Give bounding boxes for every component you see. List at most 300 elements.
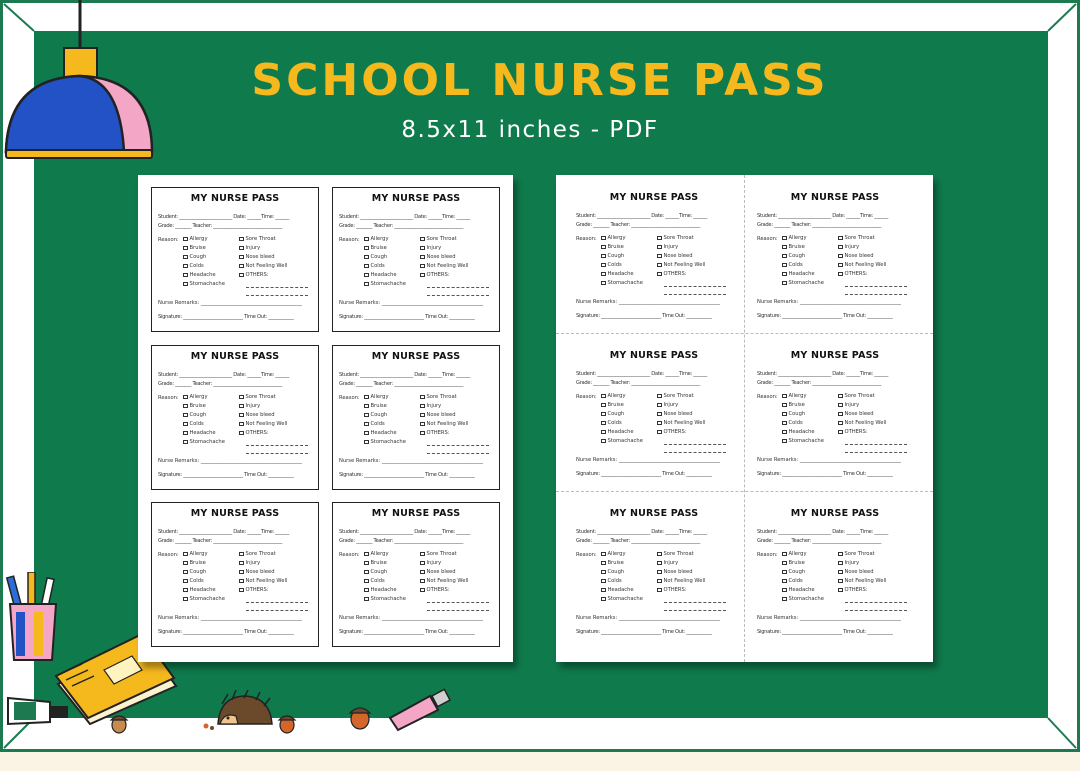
others-line-2 xyxy=(246,610,308,611)
checkbox-icon xyxy=(657,570,662,575)
student-row: Student: _______________________ Date: ______Time: ______ xyxy=(339,529,471,535)
checkbox-stomachache: Stomachache xyxy=(601,280,643,286)
checkbox-icon xyxy=(364,422,369,427)
others-line xyxy=(427,602,489,603)
checkbox-bruise: Bruise xyxy=(782,560,805,566)
nurse-remarks-row: Nurse Remarks: _______________________________________ xyxy=(757,299,902,305)
pass-heading: MY NURSE PASS xyxy=(790,192,880,203)
checkbox-icon xyxy=(657,236,662,241)
checkbox-icon xyxy=(183,579,188,584)
checkbox-colds: Colds xyxy=(601,262,622,268)
checkbox-others: OTHERS: xyxy=(657,271,687,277)
signature-row: Signature: __________________________ Time Out: ___________ xyxy=(158,472,294,478)
checkbox-allergy: Allergy xyxy=(782,551,807,557)
checkbox-icon xyxy=(239,255,244,260)
checkbox-icon xyxy=(601,245,606,250)
paint-tube-icon xyxy=(6,692,76,728)
checkbox-icon xyxy=(364,264,369,269)
signature-row: Signature: __________________________ Time Out: ___________ xyxy=(158,629,294,635)
checkbox-headache: Headache xyxy=(364,430,397,436)
checkbox-icon xyxy=(420,273,425,278)
checkbox-others: OTHERS: xyxy=(657,429,687,435)
checkbox-icon xyxy=(239,395,244,400)
signature-row: Signature: __________________________ Time Out: ___________ xyxy=(757,629,893,635)
checkbox-icon xyxy=(239,404,244,409)
pass-heading: MY NURSE PASS xyxy=(190,508,280,519)
pass-heading: MY NURSE PASS xyxy=(609,350,699,361)
checkbox-icon xyxy=(420,552,425,557)
checkbox-bruise: Bruise xyxy=(601,244,624,250)
grade-row: Grade: _______ Teacher: ______________________________ xyxy=(576,538,701,544)
pass-heading: MY NURSE PASS xyxy=(371,193,461,204)
checkbox-icon xyxy=(601,421,606,426)
checkbox-icon xyxy=(782,254,787,259)
checkbox-others: OTHERS: xyxy=(239,587,269,593)
acorn-icon-2 xyxy=(276,710,298,734)
checkbox-injury: Injury xyxy=(239,560,260,566)
pass-heading: MY NURSE PASS xyxy=(790,508,880,519)
checkbox-icon xyxy=(420,422,425,427)
checkbox-nose-bleed: Nose bleed xyxy=(420,412,456,418)
checkbox-stomachache: Stomachache xyxy=(601,438,643,444)
reason-label: Reason: xyxy=(757,552,778,558)
nurse-remarks-row: Nurse Remarks: _______________________________________ xyxy=(757,457,902,463)
reason-label: Reason: xyxy=(576,236,597,242)
checkbox-sore-throat: Sore Throat xyxy=(239,394,276,400)
checkbox-icon xyxy=(601,552,606,557)
student-row: Student: _______________________ Date: ______Time: ______ xyxy=(576,371,708,377)
checkbox-cough: Cough xyxy=(364,254,387,260)
checkbox-icon xyxy=(838,430,843,435)
checkbox-icon xyxy=(601,439,606,444)
checkbox-colds: Colds xyxy=(782,420,803,426)
checkbox-sore-throat: Sore Throat xyxy=(239,236,276,242)
others-line xyxy=(845,444,907,445)
checkbox-icon xyxy=(657,588,662,593)
checkbox-sore-throat: Sore Throat xyxy=(657,393,694,399)
checkbox-icon xyxy=(782,263,787,268)
others-line xyxy=(246,445,308,446)
checkbox-cough: Cough xyxy=(782,253,805,259)
checkbox-icon xyxy=(420,570,425,575)
acorn-icon-3 xyxy=(346,700,374,730)
checkbox-stomachache: Stomachache xyxy=(601,596,643,602)
checkbox-icon xyxy=(420,561,425,566)
grade-row: Grade: _______ Teacher: ______________________________ xyxy=(757,538,882,544)
others-line xyxy=(664,444,726,445)
checkbox-icon xyxy=(183,282,188,287)
checkbox-icon xyxy=(364,552,369,557)
nurse-remarks-row: Nurse Remarks: _______________________________________ xyxy=(576,457,721,463)
hedgehog-icon xyxy=(198,690,278,732)
checkbox-sore-throat: Sore Throat xyxy=(838,235,875,241)
checkbox-nose-bleed: Nose bleed xyxy=(657,253,693,259)
checkbox-icon xyxy=(782,597,787,602)
others-line-2 xyxy=(427,453,489,454)
checkbox-icon xyxy=(239,579,244,584)
checkbox-not-feeling-well: Not Feeling Well xyxy=(657,420,705,426)
checkbox-icon xyxy=(838,412,843,417)
checkbox-icon xyxy=(239,561,244,566)
checkbox-nose-bleed: Nose bleed xyxy=(657,569,693,575)
student-row: Student: _______________________ Date: ______Time: ______ xyxy=(339,214,471,220)
checkbox-others: OTHERS: xyxy=(838,429,868,435)
checkbox-bruise: Bruise xyxy=(601,402,624,408)
checkbox-bruise: Bruise xyxy=(183,560,206,566)
checkbox-icon xyxy=(183,395,188,400)
checkbox-allergy: Allergy xyxy=(782,235,807,241)
checkbox-cough: Cough xyxy=(601,411,624,417)
checkbox-icon xyxy=(782,570,787,575)
checkbox-icon xyxy=(364,440,369,445)
checkbox-allergy: Allergy xyxy=(183,551,208,557)
checkbox-icon xyxy=(657,430,662,435)
checkbox-allergy: Allergy xyxy=(601,551,626,557)
checkbox-icon xyxy=(601,281,606,286)
checkbox-headache: Headache xyxy=(601,271,634,277)
checkbox-colds: Colds xyxy=(601,420,622,426)
checkbox-allergy: Allergy xyxy=(601,235,626,241)
student-row: Student: _______________________ Date: ______Time: ______ xyxy=(158,529,290,535)
sheet-cutlines xyxy=(556,175,933,662)
checkbox-icon xyxy=(364,588,369,593)
checkbox-stomachache: Stomachache xyxy=(364,281,406,287)
checkbox-stomachache: Stomachache xyxy=(364,596,406,602)
checkbox-icon xyxy=(364,255,369,260)
checkbox-icon xyxy=(364,570,369,575)
checkbox-icon xyxy=(183,404,188,409)
checkbox-icon xyxy=(183,431,188,436)
others-line xyxy=(664,602,726,603)
checkbox-icon xyxy=(183,588,188,593)
checkbox-icon xyxy=(657,552,662,557)
checkbox-nose-bleed: Nose bleed xyxy=(239,254,275,260)
checkbox-injury: Injury xyxy=(420,245,441,251)
checkbox-icon xyxy=(183,570,188,575)
checkbox-icon xyxy=(239,246,244,251)
reason-label: Reason: xyxy=(339,552,360,558)
grade-row: Grade: _______ Teacher: ______________________________ xyxy=(158,538,283,544)
checkbox-icon xyxy=(838,403,843,408)
checkbox-icon xyxy=(601,430,606,435)
checkbox-injury: Injury xyxy=(657,402,678,408)
checkbox-cough: Cough xyxy=(364,569,387,575)
checkbox-colds: Colds xyxy=(364,578,385,584)
checkbox-icon xyxy=(782,421,787,426)
checkbox-others: OTHERS: xyxy=(420,430,450,436)
checkbox-icon xyxy=(183,273,188,278)
checkbox-sore-throat: Sore Throat xyxy=(657,235,694,241)
checkbox-icon xyxy=(601,254,606,259)
checkbox-nose-bleed: Nose bleed xyxy=(420,569,456,575)
checkbox-icon xyxy=(183,440,188,445)
checkbox-bruise: Bruise xyxy=(782,402,805,408)
reason-label: Reason: xyxy=(158,552,179,558)
checkbox-icon xyxy=(838,263,843,268)
student-row: Student: _______________________ Date: ______Time: ______ xyxy=(757,529,889,535)
reason-label: Reason: xyxy=(158,395,179,401)
checkbox-cough: Cough xyxy=(364,412,387,418)
checkbox-others: OTHERS: xyxy=(239,272,269,278)
others-line-2 xyxy=(845,294,907,295)
checkbox-icon xyxy=(239,237,244,242)
nurse-remarks-row: Nurse Remarks: _______________________________________ xyxy=(757,615,902,621)
checkbox-colds: Colds xyxy=(183,578,204,584)
others-line xyxy=(427,445,489,446)
checkbox-injury: Injury xyxy=(420,560,441,566)
student-row: Student: _______________________ Date: ______Time: ______ xyxy=(576,213,708,219)
checkbox-icon xyxy=(420,579,425,584)
checkbox-cough: Cough xyxy=(601,253,624,259)
checkbox-bruise: Bruise xyxy=(782,244,805,250)
nurse-remarks-row: Nurse Remarks: _______________________________________ xyxy=(339,615,484,621)
checkbox-icon xyxy=(183,422,188,427)
checkbox-injury: Injury xyxy=(838,244,859,250)
checkbox-icon xyxy=(364,561,369,566)
grade-row: Grade: _______ Teacher: ______________________________ xyxy=(576,380,701,386)
nurse-remarks-row: Nurse Remarks: _______________________________________ xyxy=(158,300,303,306)
checkbox-sore-throat: Sore Throat xyxy=(239,551,276,557)
checkbox-icon xyxy=(782,588,787,593)
checkbox-icon xyxy=(420,395,425,400)
grade-row: Grade: _______ Teacher: ______________________________ xyxy=(339,381,464,387)
checkbox-icon xyxy=(782,412,787,417)
checkbox-allergy: Allergy xyxy=(601,393,626,399)
checkbox-icon xyxy=(657,403,662,408)
checkbox-icon xyxy=(657,263,662,268)
grade-row: Grade: _______ Teacher: ______________________________ xyxy=(339,223,464,229)
others-line xyxy=(246,287,308,288)
checkbox-icon xyxy=(239,431,244,436)
checkbox-others: OTHERS: xyxy=(239,430,269,436)
checkbox-others: OTHERS: xyxy=(657,587,687,593)
checkbox-colds: Colds xyxy=(364,263,385,269)
others-line-2 xyxy=(427,610,489,611)
checkbox-others: OTHERS: xyxy=(838,271,868,277)
others-line-2 xyxy=(246,295,308,296)
pass-heading: MY NURSE PASS xyxy=(609,192,699,203)
checkbox-icon xyxy=(364,579,369,584)
checkbox-icon xyxy=(364,597,369,602)
signature-row: Signature: __________________________ Time Out: ___________ xyxy=(757,471,893,477)
checkbox-injury: Injury xyxy=(657,244,678,250)
checkbox-icon xyxy=(838,245,843,250)
reason-label: Reason: xyxy=(158,237,179,243)
checkbox-bruise: Bruise xyxy=(183,403,206,409)
checkbox-sore-throat: Sore Throat xyxy=(657,551,694,557)
checkbox-icon xyxy=(657,421,662,426)
checkbox-icon xyxy=(657,245,662,250)
checkbox-icon xyxy=(601,597,606,602)
checkbox-icon xyxy=(239,570,244,575)
checkbox-injury: Injury xyxy=(420,403,441,409)
checkbox-icon xyxy=(657,272,662,277)
pass-heading: MY NURSE PASS xyxy=(371,351,461,362)
checkbox-not-feeling-well: Not Feeling Well xyxy=(838,262,886,268)
checkbox-injury: Injury xyxy=(239,245,260,251)
signature-row: Signature: __________________________ Time Out: ___________ xyxy=(339,629,475,635)
checkbox-others: OTHERS: xyxy=(420,587,450,593)
checkbox-nose-bleed: Nose bleed xyxy=(239,569,275,575)
checkbox-icon xyxy=(364,273,369,278)
checkbox-allergy: Allergy xyxy=(364,394,389,400)
checkbox-icon xyxy=(420,431,425,436)
checkbox-icon xyxy=(657,561,662,566)
grade-row: Grade: _______ Teacher: ______________________________ xyxy=(576,222,701,228)
checkbox-icon xyxy=(601,263,606,268)
signature-row: Signature: __________________________ Time Out: ___________ xyxy=(339,472,475,478)
checkbox-headache: Headache xyxy=(601,587,634,593)
nurse-pass xyxy=(570,187,738,332)
checkbox-icon xyxy=(183,413,188,418)
pass-heading: MY NURSE PASS xyxy=(609,508,699,519)
checkbox-cough: Cough xyxy=(782,411,805,417)
grade-row: Grade: _______ Teacher: ______________________________ xyxy=(339,538,464,544)
checkbox-icon xyxy=(239,588,244,593)
checkbox-sore-throat: Sore Throat xyxy=(838,393,875,399)
checkbox-nose-bleed: Nose bleed xyxy=(838,569,874,575)
checkbox-stomachache: Stomachache xyxy=(782,280,824,286)
nurse-pass xyxy=(332,345,500,490)
checkbox-icon xyxy=(364,413,369,418)
student-row: Student: _______________________ Date: ______Time: ______ xyxy=(339,372,471,378)
reason-label: Reason: xyxy=(339,395,360,401)
others-line xyxy=(845,286,907,287)
checkbox-headache: Headache xyxy=(601,429,634,435)
checkbox-icon xyxy=(183,264,188,269)
checkbox-colds: Colds xyxy=(183,421,204,427)
checkbox-cough: Cough xyxy=(601,569,624,575)
checkbox-stomachache: Stomachache xyxy=(183,281,225,287)
nurse-pass xyxy=(332,502,500,647)
others-line-2 xyxy=(664,452,726,453)
pass-heading: MY NURSE PASS xyxy=(190,193,280,204)
checkbox-not-feeling-well: Not Feeling Well xyxy=(239,421,287,427)
checkbox-injury: Injury xyxy=(838,402,859,408)
checkbox-sore-throat: Sore Throat xyxy=(838,551,875,557)
checkbox-icon xyxy=(239,413,244,418)
checkbox-headache: Headache xyxy=(782,271,815,277)
signature-row: Signature: __________________________ Time Out: ___________ xyxy=(339,314,475,320)
reason-label: Reason: xyxy=(757,236,778,242)
checkbox-icon xyxy=(838,561,843,566)
checkbox-colds: Colds xyxy=(601,578,622,584)
others-line xyxy=(246,602,308,603)
checkbox-nose-bleed: Nose bleed xyxy=(420,254,456,260)
checkbox-icon xyxy=(657,579,662,584)
nurse-pass xyxy=(751,187,919,332)
checkbox-icon xyxy=(601,588,606,593)
checkbox-icon xyxy=(838,394,843,399)
checkbox-cough: Cough xyxy=(782,569,805,575)
checkbox-icon xyxy=(782,552,787,557)
checkbox-injury: Injury xyxy=(838,560,859,566)
checkbox-allergy: Allergy xyxy=(183,394,208,400)
checkbox-others: OTHERS: xyxy=(420,272,450,278)
checkbox-icon xyxy=(782,272,787,277)
checkbox-headache: Headache xyxy=(364,587,397,593)
signature-row: Signature: __________________________ Time Out: ___________ xyxy=(757,313,893,319)
others-line-2 xyxy=(664,294,726,295)
checkbox-icon xyxy=(601,412,606,417)
others-line-2 xyxy=(664,610,726,611)
checkbox-allergy: Allergy xyxy=(782,393,807,399)
checkbox-icon xyxy=(601,403,606,408)
checkbox-colds: Colds xyxy=(782,262,803,268)
checkbox-icon xyxy=(657,254,662,259)
checkbox-icon xyxy=(364,237,369,242)
checkbox-stomachache: Stomachache xyxy=(183,596,225,602)
checkbox-icon xyxy=(838,272,843,277)
student-row: Student: _______________________ Date: ______Time: ______ xyxy=(757,371,889,377)
checkbox-bruise: Bruise xyxy=(183,245,206,251)
others-line-2 xyxy=(845,452,907,453)
grade-row: Grade: _______ Teacher: ______________________________ xyxy=(757,222,882,228)
checkbox-headache: Headache xyxy=(782,587,815,593)
nurse-pass xyxy=(751,345,919,490)
checkbox-cough: Cough xyxy=(183,254,206,260)
signature-row: Signature: __________________________ Time Out: ___________ xyxy=(576,313,712,319)
checkbox-icon xyxy=(364,431,369,436)
checkbox-headache: Headache xyxy=(183,272,216,278)
checkbox-bruise: Bruise xyxy=(364,403,387,409)
page-subtitle: 8.5x11 inches - PDF xyxy=(401,117,659,143)
reason-label: Reason: xyxy=(757,394,778,400)
reason-label: Reason: xyxy=(576,394,597,400)
checkbox-icon xyxy=(838,421,843,426)
checkbox-icon xyxy=(239,273,244,278)
checkbox-icon xyxy=(183,246,188,251)
nurse-remarks-row: Nurse Remarks: _______________________________________ xyxy=(339,458,484,464)
checkbox-icon xyxy=(420,237,425,242)
checkbox-icon xyxy=(183,255,188,260)
checkbox-icon xyxy=(239,422,244,427)
checkbox-bruise: Bruise xyxy=(601,560,624,566)
checkbox-stomachache: Stomachache xyxy=(782,438,824,444)
nurse-pass xyxy=(151,187,319,332)
checkbox-icon xyxy=(838,552,843,557)
checkbox-headache: Headache xyxy=(183,430,216,436)
nurse-remarks-row: Nurse Remarks: _______________________________________ xyxy=(339,300,484,306)
reason-label: Reason: xyxy=(339,237,360,243)
checkbox-icon xyxy=(657,412,662,417)
checkbox-icon xyxy=(183,237,188,242)
checkbox-icon xyxy=(601,394,606,399)
checkbox-icon xyxy=(364,395,369,400)
checkbox-icon xyxy=(601,236,606,241)
signature-row: Signature: __________________________ Time Out: ___________ xyxy=(158,314,294,320)
checkbox-nose-bleed: Nose bleed xyxy=(838,411,874,417)
checkbox-cough: Cough xyxy=(183,569,206,575)
nurse-pass xyxy=(332,187,500,332)
others-line xyxy=(664,286,726,287)
signature-row: Signature: __________________________ Time Out: ___________ xyxy=(576,471,712,477)
checkbox-icon xyxy=(601,579,606,584)
nurse-remarks-row: Nurse Remarks: _______________________________________ xyxy=(576,299,721,305)
cut-line-horizontal xyxy=(556,333,933,334)
checkbox-icon xyxy=(420,246,425,251)
others-line xyxy=(427,287,489,288)
paint-tube-icon-2 xyxy=(386,688,454,732)
others-line-2 xyxy=(845,610,907,611)
grade-row: Grade: _______ Teacher: ______________________________ xyxy=(158,381,283,387)
checkbox-stomachache: Stomachache xyxy=(782,596,824,602)
checkbox-icon xyxy=(183,597,188,602)
checkbox-not-feeling-well: Not Feeling Well xyxy=(420,421,468,427)
checkbox-nose-bleed: Nose bleed xyxy=(657,411,693,417)
checkbox-icon xyxy=(838,236,843,241)
checkbox-icon xyxy=(364,282,369,287)
